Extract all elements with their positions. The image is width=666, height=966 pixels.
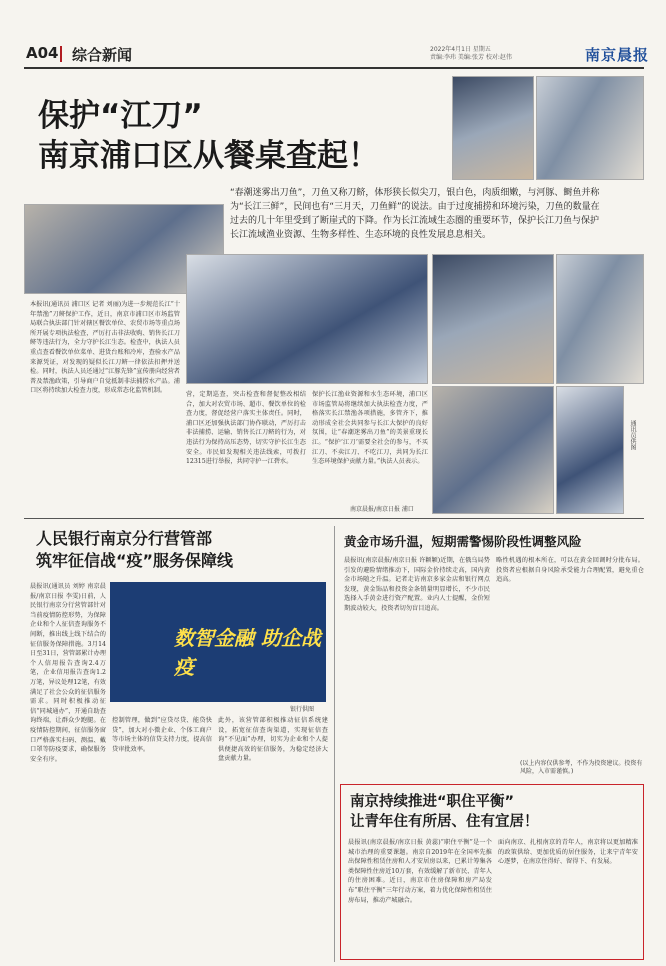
story1-caption: 通讯员供图 (629, 420, 636, 450)
story1-photo-officers-2 (556, 386, 624, 514)
story1-photo-freezer (556, 254, 644, 384)
story1-photo-inspection (432, 254, 554, 384)
story1-signature: 南京晨报/南京日报 浦口 (350, 506, 414, 513)
story2-body-col1: 晨报讯(通讯员 刘婷 南京晨报/南京日报 李雯)日前，人民银行南京分行营管部针对当前疫情防控形势，为保障企业和个人征信查询服务不间断，推出线上线下结合的征信服务保障措施。3月14日至31日，营管部累计办理个人信用报告查询2.4万笔，企业信用报告查询1.2万笔，异议处理12笔，有效满足了社会公众的征信服务需求。同时积极推动征信“同城通办”，开通自助查询终端，让群众少跑腿。在疫情防控期间，征信服务窗口严格落实扫码、测温、戴口罩等防疫要求，确保服务安全有序。 (30, 583, 106, 763)
story1-photo-meeting (186, 254, 428, 384)
story3-body-col1: 晨报讯(南京晨报/南京日报 许颖颖)近期，在俄乌局势引发的避险情绪推动下，国际金价持续走高，国内黄金市场随之升温。记者走访南京多家金店和银行网点发现，黄金饰品和投资金条销量明显增长，不少市民选择入手黄金进行资产配置。业内人士提醒，金价短期波动较大，投资者切勿盲目追高。 (344, 557, 490, 612)
header-rule (24, 67, 644, 69)
edition-meta (430, 46, 512, 62)
story3-body-col2: 略性机遇的根本所在，可以在黄金回调时分批布局。投资者应根据自身风险承受能力合理配置，避免重仓追高。 (496, 557, 644, 584)
story2-headline-line1: 人民银行南京分行营管部 (36, 529, 213, 548)
story1-lead: “春潮迷雾出刀鱼”，刀鱼又称刀鲚，体形狭长似尖刀，银白色，肉质细嫩，与河豚、鲥鱼并称为“长江三鲜”，民间也有“三月天，刀鱼鲜”的说法。由于过度捕捞和环境污染，刀鱼的数量在过去的几十年里受到了断崖式的下降。作为长江流域生态圈的重要环节，保护长江刀鱼与保护长江流域渔业资源、生物多样性、生态环境的良性发展息息相关。 (230, 188, 600, 240)
masthead-logo: 南京晨报 (585, 46, 650, 64)
story4-headline-line1: 南京持续推进“职住平衡” (350, 794, 515, 810)
page-number: A04 (26, 44, 59, 62)
story1-photo-officer-1 (452, 76, 534, 180)
story4-headline-line2: 让青年住有所居、住有宜居！ (350, 814, 539, 830)
story2-photo-screen (110, 582, 326, 702)
story1-photo-officer-2 (536, 76, 644, 180)
story4-headline (350, 792, 539, 832)
story2-body-col3: 此外，该营管部积极推动征信系统建设，拓宽征信查询渠道，实现征信查询“不见面”办理，切实为企业和个人提供便捷高效的征信服务，为稳定经济大盘贡献力量。 (218, 717, 328, 763)
section-name: 综合新闻 (72, 46, 133, 64)
story4-body-col2: 面向南京、扎根南京的青年人，南京将以更加精准的政策供给、更加优质的居住服务，让来宁青年安心逐梦，在南京住得好、留得下、有发展。 (498, 839, 638, 866)
section-rule (24, 518, 644, 519)
story3-headline: 黄金市场升温，短期需警惕阶段性调整风险 (344, 534, 582, 549)
story3-disclaimer: (以上内容仅供参考，不作为投资建议。投资有风险，入市需谨慎。) (520, 760, 643, 775)
story1-photo-checking (432, 386, 554, 514)
story2-headline (36, 528, 233, 572)
story2-screen-text: 数智金融 助企战疫 (174, 626, 321, 679)
header-divider (60, 46, 62, 62)
story1-headline (38, 96, 379, 176)
story1-body-col3: 保护长江渔业资源和水生态环境，浦口区市场监管局将继续加大执法检查力度，严格落实长江禁渔各项措施，多管齐下，推动形成全社会共同参与长江大保护的良好氛围，让“春潮迷雾出刀鱼”的美景重现长江。“保护‘江刀’需要全社会的参与，不买江刀、不卖江刀、不吃江刀，共同为长江生态环境保护贡献力量。”执法人员表示。 (312, 391, 428, 466)
story1-body-col1: 本报讯(通讯员 浦口区 记者 刘丽)为进一步规范长江“十年禁渔”刀鲚保护工作，近日，南京市浦口区市场监管局联合执法部门针对辖区餐饮单位、农贸市场等重点场所开展专项执法检查，严厉打击非法收购、销售长江刀鲚等违法行为，全力守护长江生态。检查中，执法人员重点查看餐饮单位菜单、进货台账和冷库，查验水产品来源凭证，对发现的疑似长江刀鲚一律依法扣押并送检。同时，执法人员还通过“江豚先锋”宣传册向经营者普及禁渔政策，引导商户自觉抵制非法捕捞水产品。浦口区将持续加大检查力度，形成常态化监管机制。 (30, 301, 180, 395)
story4-body-col1: 晨报讯(南京晨报/南京日报 黄蕊)“职住平衡”是一个城市治理的重要课题。南京自2019年在全国率先推出保障性租赁住房和人才安居房以来，已累计筹集各类保障性住房近10万套，有效缓解了新市民、青年人的住房困难。近日，南京市住房保障和房产局发布“职住平衡”三年行动方案，着力优化保障性租赁住房布局，推动产城融合。 (348, 839, 492, 904)
story2-caption: 银行供图 (290, 706, 315, 713)
edition-date: 2022年4月1日 星期五 (430, 46, 491, 53)
story1-body-col2: 营，定期巡查，突击检查和督促整改相结合，加大对农贸市场、超市、餐饮单位的检查力度，督促经营户落实主体责任。同时，浦口区还加强执法部门协作联动，严厉打击非法捕捞、运输、销售长江刀鲚的行为，对违法行为保持高压态势，切实守护长江生态安全。市民如发现相关违法线索，可拨打12315进行举报，共同守护一江碧水。 (186, 391, 306, 466)
column-divider (334, 526, 335, 962)
story1-headline-line2: 南京浦口区从餐桌查起！ (38, 138, 379, 174)
story1-headline-line1: 保护“江刀” (38, 98, 203, 134)
edition-editors: 责编:李玮 美编:张芳 校对:赵伟 (430, 54, 512, 61)
story2-headline-line2: 筑牢征信战“疫”服务保障线 (36, 551, 234, 570)
story2-body-col2: 控制管理，做到“应贷尽贷、能贷快贷”，加大对小微企业、个体工商户等市场主体的信贷支持力度，提高信贷审批效率。 (112, 717, 212, 753)
